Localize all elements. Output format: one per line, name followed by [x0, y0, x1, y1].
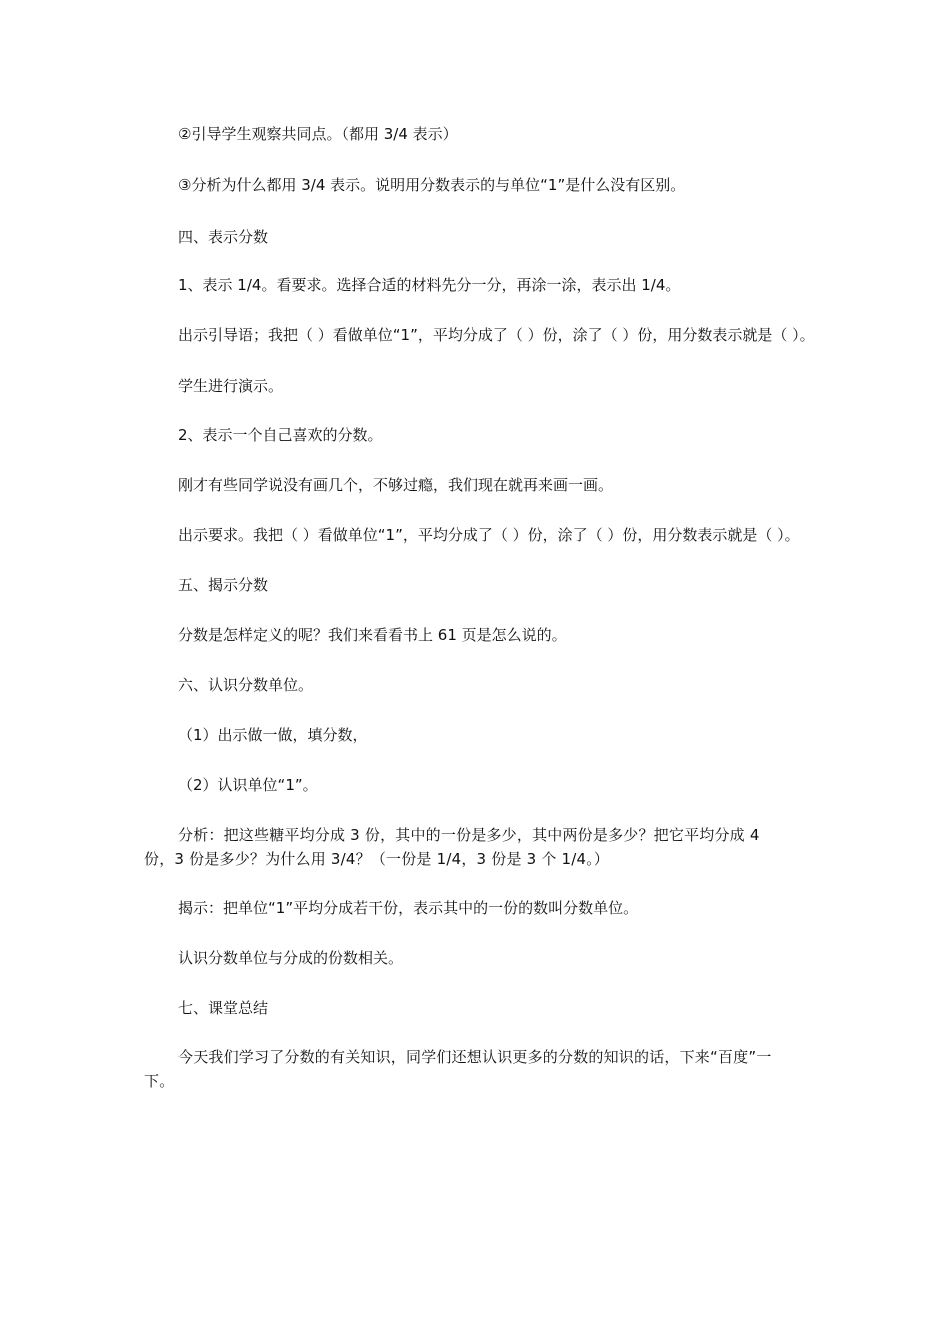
unit-related-text: 认识分数单位与分成的份数相关。	[178, 949, 404, 967]
item-1: （1）出示做一做，填分数，	[178, 726, 368, 744]
task-favorite-fraction: 2、表示一个自己喜欢的分数。	[178, 426, 383, 444]
section-heading-represent: 四、表示分数	[178, 228, 269, 246]
reveal-definition: 揭示：把单位“1”平均分成若干份，表示其中的一份的数叫分数单位。	[178, 899, 639, 917]
draw-again-text: 刚才有些同学说没有画几个，不够过瘾，我们现在就再来画一画。	[178, 476, 614, 494]
section-heading-reveal: 五、揭示分数	[178, 576, 269, 594]
step-analyze-why: ③分析为什么都用 3/4 表示。说明用分数表示的与单位“1”是什么没有区别。	[178, 176, 686, 194]
item-2: （2）认识单位“1”。	[178, 776, 318, 794]
definition-question: 分数是怎样定义的呢？我们来看看书上 61 页是怎么说的。	[178, 626, 567, 644]
student-demo: 学生进行演示。	[178, 377, 284, 395]
section-heading-summary: 七、课堂总结	[178, 999, 269, 1017]
summary-paragraph: 今天我们学习了分数的有关知识，同学们还想认识更多的分数的知识的话，下来“百度”一下。	[144, 1048, 772, 1090]
analysis-paragraph: 分析：把这些糖平均分成 3 份，其中的一份是多少，其中两份是多少？把它平均分成 4 份，3 份是多少？为什么用 3/4？（一份是 1/4，3 份是 3 个 1/4。）	[144, 826, 760, 868]
step-observe-common: ②引导学生观察共同点。（都用 3/4 表示）	[178, 125, 458, 143]
guide-prompt: 出示引导语；我把（ ）看做单位“1”，平均分成了（ ）份，涂了（ ）份，用分数表示就是（ ）。	[178, 326, 815, 344]
requirement-prompt: 出示要求。我把（ ）看做单位“1”，平均分成了（ ）份，涂了（ ）份，用分数表示就是（ ）。	[178, 526, 800, 544]
task-represent-quarter: 1、表示 1/4。看要求。选择合适的材料先分一分，再涂一涂，表示出 1/4。	[178, 276, 681, 294]
section-heading-unit: 六、认识分数单位。	[178, 676, 314, 694]
